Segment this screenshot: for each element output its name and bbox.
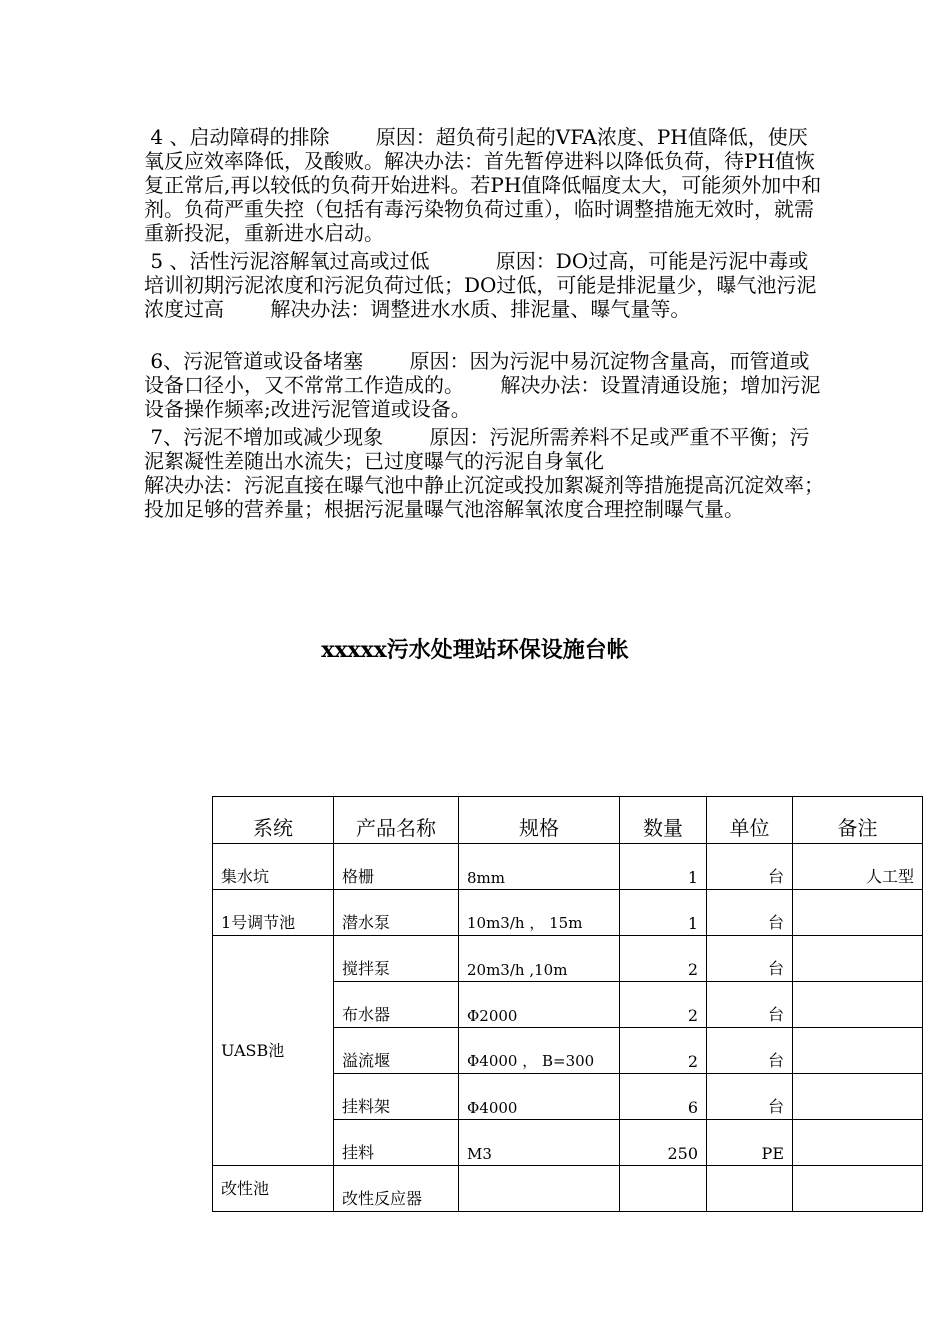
table-row [213, 890, 923, 936]
table-header-row [213, 797, 923, 844]
cell-note [793, 1028, 923, 1074]
cell-quantity: 250 [620, 1120, 707, 1166]
cell-quantity: 1 [620, 890, 707, 936]
paragraph-startup-fault: 4 、启动障碍的排除 原因：超负荷引起的VFA浓度、PH值降低，使厌氧反应效率降低，及酸败。解决办法：首先暂停进料以降低负荷，待PH值恢复正常后,再以较低的负荷开始进料。若PH值降低幅度太大，可能须外加中和剂。负荷严重失控（包括有毒污染物负荷过重），临时调整措施无效时，就需重新投泥，重新进水启动。 [144, 125, 822, 245]
header-quantity: 数量 [620, 797, 707, 844]
cell-unit: 台 [707, 890, 793, 936]
cell-unit: 台 [707, 844, 793, 890]
page-title: xxxxx污水处理站环保设施台帐 [321, 637, 629, 663]
cell-note: 人工型 [793, 844, 923, 890]
cell-unit: 台 [707, 982, 793, 1028]
cell-spec: 8mm [459, 844, 620, 890]
table-row [213, 936, 923, 982]
paragraph-sludge-decrease: 7、污泥不增加或减少现象 原因：污泥所需养料不足或严重不平衡；污泥絮凝性差随出水流失；已过度曝气的污泥自身氧化 解决办法：污泥直接在曝气池中静止沉淀或投加絮凝剂等措施提高沉淀效率；投加足够的营养量；根据污泥量曝气池溶解氧浓度合理控制曝气量。 [144, 425, 824, 521]
cell-system: 改性池 [213, 1166, 334, 1212]
header-spec: 规格 [459, 797, 620, 844]
cell-spec: Φ2000 [459, 982, 620, 1028]
header-product-name: 产品名称 [334, 797, 459, 844]
cell-note [793, 1166, 923, 1212]
table-row [213, 844, 923, 890]
header-unit: 单位 [707, 797, 793, 844]
cell-name: 改性反应器 [334, 1166, 459, 1212]
cell-name: 潜水泵 [334, 890, 459, 936]
cell-quantity: 2 [620, 936, 707, 982]
cell-note [793, 1074, 923, 1120]
paragraph-dissolved-oxygen: 5 、活性污泥溶解氧过高或过低 原因：DO过高，可能是污泥中毒或培训初期污泥浓度和污泥负荷过低；DO过低，可能是排泥量少，曝气池污泥浓度过高 解决办法：调整进水水质、排泥量、曝气量等。 [144, 249, 817, 321]
cell-name: 挂料 [334, 1120, 459, 1166]
cell-note [793, 936, 923, 982]
cell-spec: M3 [459, 1120, 620, 1166]
header-system: 系统 [213, 797, 334, 844]
table-row [213, 1166, 923, 1212]
cell-quantity: 1 [620, 844, 707, 890]
cell-system: UASB池 [213, 936, 334, 1166]
cell-name: 布水器 [334, 982, 459, 1028]
cell-spec: Φ4000 ， B=300 [459, 1028, 620, 1074]
cell-unit: 台 [707, 1028, 793, 1074]
cell-name: 搅拌泵 [334, 936, 459, 982]
cell-name: 格栅 [334, 844, 459, 890]
cell-unit [707, 1166, 793, 1212]
cell-name: 挂料架 [334, 1074, 459, 1120]
cell-note [793, 982, 923, 1028]
cell-quantity: 2 [620, 982, 707, 1028]
cell-quantity: 2 [620, 1028, 707, 1074]
cell-quantity: 6 [620, 1074, 707, 1120]
paragraph-sludge-pipe-blockage: 6、污泥管道或设备堵塞 原因：因为污泥中易沉淀物含量高，而管道或设备口径小，又不常常工作造成的。 解决办法：设置清通设施；增加污泥设备操作频率;改进污泥管道或设备。 [144, 349, 821, 421]
header-note: 备注 [793, 797, 923, 844]
cell-note [793, 890, 923, 936]
cell-system: 1号调节池 [213, 890, 334, 936]
cell-spec: 20m3/h ,10m [459, 936, 620, 982]
cell-name: 溢流堰 [334, 1028, 459, 1074]
cell-note [793, 1120, 923, 1166]
cell-system: 集水坑 [213, 844, 334, 890]
cell-spec: 10m3/h ， 15m [459, 890, 620, 936]
cell-unit: 台 [707, 936, 793, 982]
cell-spec: Φ4000 [459, 1074, 620, 1120]
cell-spec [459, 1166, 620, 1212]
cell-unit: 台 [707, 1074, 793, 1120]
cell-quantity [620, 1166, 707, 1212]
cell-unit: PE [707, 1120, 793, 1166]
equipment-ledger-table [212, 796, 923, 1212]
